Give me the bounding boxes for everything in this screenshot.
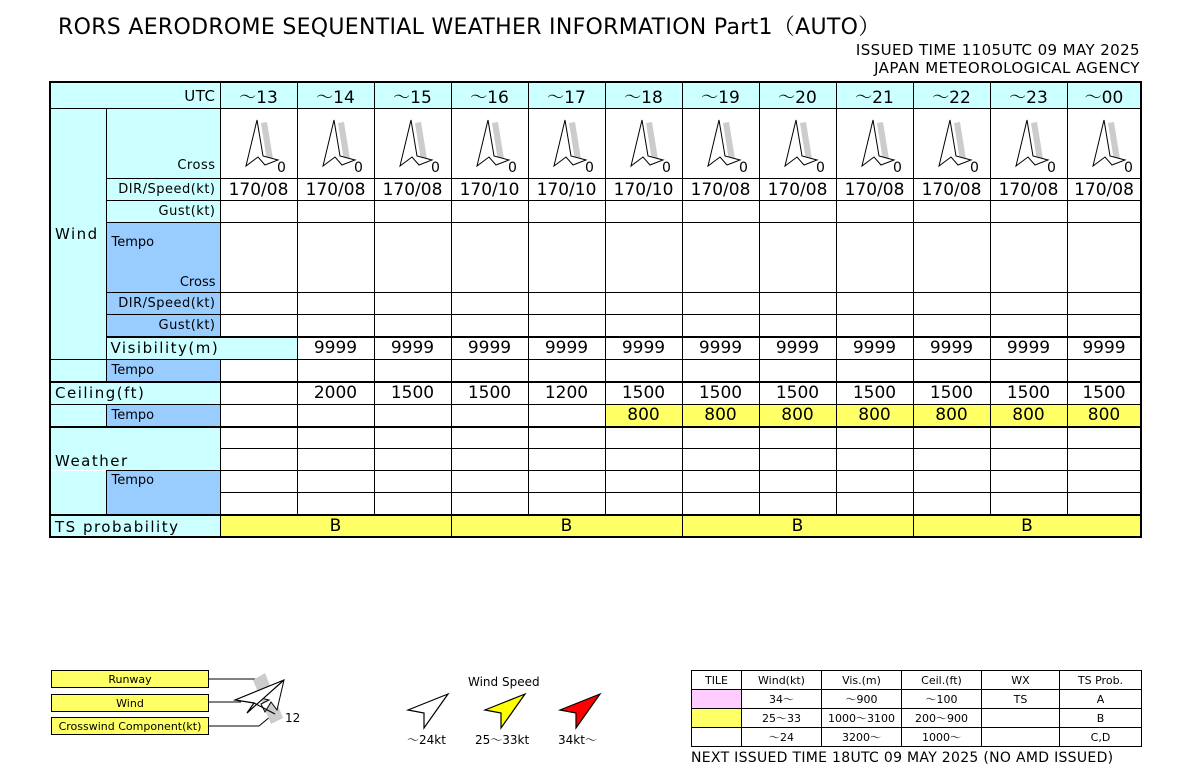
dir-speed-cell: 170/08 bbox=[297, 179, 374, 201]
wind-arrow-red-icon bbox=[557, 692, 607, 730]
weather-tempo-cell bbox=[836, 493, 913, 515]
tile-header: Vis.(m) bbox=[822, 671, 902, 690]
cross-cell bbox=[990, 109, 1067, 179]
hour-header: ～21 bbox=[836, 82, 913, 109]
wind-arrow-icon bbox=[683, 109, 760, 179]
crosswind-value: 0 bbox=[353, 160, 363, 176]
tile-header: Ceil.(ft) bbox=[902, 671, 982, 690]
utc-header-row bbox=[50, 82, 1141, 109]
weather-tempo-cell bbox=[220, 493, 297, 515]
ceiling-cell: 1500 bbox=[451, 382, 528, 405]
ts-prob-cell: B bbox=[913, 515, 1141, 537]
ceiling-cell bbox=[220, 382, 297, 405]
visibility-cell: 9999 bbox=[990, 337, 1067, 360]
tempo-gust-cell bbox=[297, 315, 374, 337]
ts-prob-cell: B bbox=[682, 515, 913, 537]
tempo-cross-cell bbox=[759, 223, 836, 293]
hour-header: ～17 bbox=[528, 82, 605, 109]
weather-tempo-cell bbox=[682, 493, 759, 515]
weather-tempo-label: Tempo bbox=[106, 471, 220, 515]
ceiling-label: Ceiling(ft) bbox=[50, 382, 220, 405]
gust-row bbox=[50, 201, 1141, 223]
legend-diagram-icon bbox=[209, 668, 319, 740]
weather-table bbox=[49, 81, 1142, 538]
tempo-gust-cell bbox=[451, 315, 528, 337]
tile-swatch-pink bbox=[692, 690, 742, 709]
crosswind-value: 0 bbox=[892, 160, 902, 176]
visibility-cell: 9999 bbox=[1067, 337, 1141, 360]
tempo-dir-cell bbox=[1067, 293, 1141, 315]
weather-label: Weather bbox=[50, 427, 220, 471]
ts-probability-row bbox=[50, 515, 1141, 537]
dir-speed-row bbox=[50, 179, 1141, 201]
tile-cell: ～24 bbox=[742, 728, 822, 747]
gust-cell bbox=[913, 201, 990, 223]
crosswind-value: 0 bbox=[738, 160, 748, 176]
ceiling-cell: 1500 bbox=[759, 382, 836, 405]
weather-tempo-cell bbox=[759, 471, 836, 493]
cross-cell bbox=[682, 109, 759, 179]
visibility-tempo-label: Tempo bbox=[106, 360, 220, 382]
visibility-cell: 9999 bbox=[605, 337, 682, 360]
visibility-cell: 9999 bbox=[297, 337, 374, 360]
tempo-dir-cell bbox=[990, 293, 1067, 315]
weather-tempo-cell bbox=[990, 493, 1067, 515]
gust-cell bbox=[374, 201, 451, 223]
ceiling-cell: 2000 bbox=[297, 382, 374, 405]
speed-low-label: ～24kt bbox=[407, 733, 446, 747]
crosswind-value: 0 bbox=[584, 160, 594, 176]
tempo-cross-cell bbox=[682, 223, 759, 293]
tempo-dir-cell bbox=[528, 293, 605, 315]
dir-speed-cell: 170/08 bbox=[836, 179, 913, 201]
vis-tempo-cell bbox=[990, 360, 1067, 382]
issued-time: ISSUED TIME 1105UTC 09 MAY 2025 bbox=[855, 41, 1140, 59]
tempo-gust-cell bbox=[836, 315, 913, 337]
ceiling-tempo-row bbox=[50, 405, 1141, 427]
gust-cell bbox=[220, 201, 297, 223]
tile-header: WX bbox=[982, 671, 1060, 690]
vis-tempo-cell bbox=[374, 360, 451, 382]
gust-cell bbox=[528, 201, 605, 223]
legend-runway: Runway bbox=[51, 670, 209, 688]
ceiling-cell: 1500 bbox=[913, 382, 990, 405]
tile-row bbox=[692, 690, 1142, 709]
hour-header: ～18 bbox=[605, 82, 682, 109]
crosswind-value: 0 bbox=[1123, 160, 1133, 176]
tempo-dir-cell bbox=[374, 293, 451, 315]
tile-swatch-yellow bbox=[692, 709, 742, 728]
weather-tempo-row-1 bbox=[50, 471, 1141, 493]
ts-prob-cell: B bbox=[220, 515, 451, 537]
wind-speed-title: Wind Speed bbox=[468, 675, 540, 689]
weather-tempo-cell bbox=[1067, 493, 1141, 515]
visibility-cell: 9999 bbox=[682, 337, 759, 360]
ceil-tempo-cell: 800 bbox=[1067, 405, 1141, 427]
gust-cell bbox=[682, 201, 759, 223]
vis-tempo-cell bbox=[1067, 360, 1141, 382]
dir-speed-label: DIR/Speed(kt) bbox=[106, 179, 220, 201]
wind-arrow-icon bbox=[760, 109, 837, 179]
tile-header: Wind(kt) bbox=[742, 671, 822, 690]
wind-arrow-icon bbox=[375, 109, 452, 179]
gust-cell bbox=[451, 201, 528, 223]
tile-cell: 1000～3100 bbox=[822, 709, 902, 728]
speed-high-label: 34kt～ bbox=[558, 733, 597, 747]
tempo-cross-label bbox=[106, 223, 220, 293]
tempo-cross-cell bbox=[220, 223, 297, 293]
weather-cell bbox=[605, 449, 682, 471]
weather-cell bbox=[836, 449, 913, 471]
cross-cell bbox=[451, 109, 528, 179]
ceil-tempo-cell: 800 bbox=[605, 405, 682, 427]
tile-header-row bbox=[692, 671, 1142, 690]
weather-cell bbox=[1067, 449, 1141, 471]
tempo-dir-cell bbox=[682, 293, 759, 315]
tempo-dir-cell bbox=[220, 293, 297, 315]
weather-tempo-cell bbox=[374, 471, 451, 493]
wind-arrow-icon bbox=[221, 109, 298, 179]
ceil-tempo-cell bbox=[528, 405, 605, 427]
tile-legend-table bbox=[691, 670, 1142, 747]
dir-speed-cell: 170/08 bbox=[913, 179, 990, 201]
weather-tempo-spacer bbox=[50, 471, 106, 515]
cross-cell bbox=[913, 109, 990, 179]
ceil-tempo-cell bbox=[374, 405, 451, 427]
ceil-tempo-cell bbox=[220, 405, 297, 427]
crosswind-value: 0 bbox=[507, 160, 517, 176]
ceiling-cell: 1500 bbox=[605, 382, 682, 405]
cross-row bbox=[50, 109, 1141, 179]
ceiling-cell: 1200 bbox=[528, 382, 605, 405]
hour-header: ～19 bbox=[682, 82, 759, 109]
legend-wind: Wind bbox=[51, 694, 209, 712]
tile-cell: TS bbox=[982, 690, 1060, 709]
legend-crosswind: Crosswind Component(kt) bbox=[51, 717, 209, 735]
weather-row-1 bbox=[50, 427, 1141, 449]
crosswind-value: 0 bbox=[276, 160, 286, 176]
tile-cell: ～100 bbox=[902, 690, 982, 709]
wind-label: Wind bbox=[50, 109, 106, 360]
tile-cell: ～900 bbox=[822, 690, 902, 709]
tempo-cross-cell bbox=[451, 223, 528, 293]
page-title: RORS AERODROME SEQUENTIAL WEATHER INFORMATION Part1（AUTO） bbox=[58, 15, 881, 40]
speed-mid-label: 25～33kt bbox=[475, 733, 530, 747]
hour-header: ～23 bbox=[990, 82, 1067, 109]
tile-cell: 34～ bbox=[742, 690, 822, 709]
weather-tempo-cell bbox=[297, 471, 374, 493]
weather-tempo-cell bbox=[836, 471, 913, 493]
gust-cell bbox=[990, 201, 1067, 223]
ceiling-cell: 1500 bbox=[836, 382, 913, 405]
tempo-gust-row bbox=[50, 315, 1141, 337]
weather-cell bbox=[528, 449, 605, 471]
tile-cell: 25～33 bbox=[742, 709, 822, 728]
tempo-gust-cell bbox=[913, 315, 990, 337]
vis-tempo-cell bbox=[451, 360, 528, 382]
weather-cell bbox=[759, 449, 836, 471]
vis-tempo-cell bbox=[605, 360, 682, 382]
tempo-gust-cell bbox=[759, 315, 836, 337]
hour-header: ～20 bbox=[759, 82, 836, 109]
weather-cell bbox=[374, 449, 451, 471]
weather-cell bbox=[374, 427, 451, 449]
tempo-gust-cell bbox=[990, 315, 1067, 337]
wind-arrow-icon bbox=[298, 109, 375, 179]
next-issued-time: NEXT ISSUED TIME 18UTC 09 MAY 2025 (NO AMD ISSUED) bbox=[691, 750, 1114, 766]
ceil-tempo-cell: 800 bbox=[682, 405, 759, 427]
tempo-cross-cell bbox=[528, 223, 605, 293]
dir-speed-cell: 170/10 bbox=[528, 179, 605, 201]
tempo-gust-cell bbox=[374, 315, 451, 337]
cross-label: Cross bbox=[106, 109, 220, 179]
dir-speed-cell: 170/08 bbox=[220, 179, 297, 201]
cross-cell bbox=[605, 109, 682, 179]
gust-cell bbox=[1067, 201, 1141, 223]
vis-tempo-cell bbox=[759, 360, 836, 382]
hour-header: ～22 bbox=[913, 82, 990, 109]
tempo-cross-cell bbox=[1067, 223, 1141, 293]
hour-header: ～16 bbox=[451, 82, 528, 109]
tempo-gust-cell bbox=[605, 315, 682, 337]
weather-cell bbox=[913, 449, 990, 471]
vis-tempo-cell bbox=[836, 360, 913, 382]
ceiling-cell: 1500 bbox=[1067, 382, 1141, 405]
weather-tempo-cell bbox=[297, 493, 374, 515]
cross-cell bbox=[759, 109, 836, 179]
wind-arrow-icon bbox=[529, 109, 606, 179]
cross-label: Cross bbox=[179, 275, 216, 290]
visibility-cell: 9999 bbox=[374, 337, 451, 360]
tile-swatch-none bbox=[692, 728, 742, 747]
weather-tempo-cell bbox=[913, 471, 990, 493]
weather-cell bbox=[528, 427, 605, 449]
visibility-tempo-spacer bbox=[50, 360, 106, 382]
weather-cell bbox=[605, 427, 682, 449]
tile-row bbox=[692, 709, 1142, 728]
ceiling-tempo-label: Tempo bbox=[106, 405, 220, 427]
wind-arrow-white-icon bbox=[405, 692, 455, 730]
weather-cell bbox=[682, 427, 759, 449]
weather-cell bbox=[1067, 427, 1141, 449]
weather-cell bbox=[990, 449, 1067, 471]
weather-tempo-cell bbox=[605, 493, 682, 515]
weather-tempo-cell bbox=[759, 493, 836, 515]
tempo-dir-row bbox=[50, 293, 1141, 315]
tile-cell: 200～900 bbox=[902, 709, 982, 728]
tile-cell: 3200～ bbox=[822, 728, 902, 747]
issue-info bbox=[856, 41, 1140, 77]
cross-cell bbox=[374, 109, 451, 179]
dir-speed-cell: 170/10 bbox=[451, 179, 528, 201]
vis-tempo-cell bbox=[297, 360, 374, 382]
tile-cell: B bbox=[1060, 709, 1142, 728]
tempo-dir-speed-label: DIR/Speed(kt) bbox=[106, 293, 220, 315]
ceiling-cell: 1500 bbox=[682, 382, 759, 405]
ceil-tempo-cell: 800 bbox=[913, 405, 990, 427]
visibility-cell: 9999 bbox=[836, 337, 913, 360]
wind-arrow-icon bbox=[991, 109, 1068, 179]
weather-tempo-cell bbox=[220, 471, 297, 493]
utc-label: UTC bbox=[50, 82, 220, 109]
weather-cell bbox=[836, 427, 913, 449]
weather-cell bbox=[220, 427, 297, 449]
tempo-gust-cell bbox=[682, 315, 759, 337]
weather-cell bbox=[759, 427, 836, 449]
weather-cell bbox=[451, 449, 528, 471]
weather-tempo-cell bbox=[374, 493, 451, 515]
weather-tempo-cell bbox=[451, 471, 528, 493]
wind-arrow-icon bbox=[452, 109, 529, 179]
tempo-label: Tempo bbox=[111, 235, 155, 250]
vis-tempo-cell bbox=[913, 360, 990, 382]
ceil-tempo-cell: 800 bbox=[836, 405, 913, 427]
wind-arrow-yellow-icon bbox=[482, 692, 532, 730]
dir-speed-cell: 170/08 bbox=[759, 179, 836, 201]
tempo-cross-cell bbox=[297, 223, 374, 293]
ceiling-row bbox=[50, 382, 1141, 405]
tile-row bbox=[692, 728, 1142, 747]
crosswind-value: 0 bbox=[815, 160, 825, 176]
cross-cell bbox=[1067, 109, 1141, 179]
weather-tempo-cell bbox=[605, 471, 682, 493]
weather-tempo-cell bbox=[528, 493, 605, 515]
ceil-tempo-cell: 800 bbox=[759, 405, 836, 427]
legend-example-value: 12 bbox=[285, 711, 301, 725]
dir-speed-cell: 170/08 bbox=[374, 179, 451, 201]
ceil-tempo-cell bbox=[451, 405, 528, 427]
tempo-gust-cell bbox=[220, 315, 297, 337]
ceiling-cell: 1500 bbox=[374, 382, 451, 405]
tempo-dir-cell bbox=[297, 293, 374, 315]
cross-cell bbox=[836, 109, 913, 179]
dir-speed-cell: 170/08 bbox=[1067, 179, 1141, 201]
tile-cell: 1000～ bbox=[902, 728, 982, 747]
dir-speed-cell: 170/08 bbox=[990, 179, 1067, 201]
ts-prob-cell: B bbox=[451, 515, 682, 537]
tempo-gust-cell bbox=[528, 315, 605, 337]
tile-cell: C,D bbox=[1060, 728, 1142, 747]
gust-label: Gust(kt) bbox=[106, 201, 220, 223]
tempo-gust-cell bbox=[1067, 315, 1141, 337]
tempo-cross-cell bbox=[374, 223, 451, 293]
visibility-cell: 9999 bbox=[528, 337, 605, 360]
tempo-cross-row bbox=[50, 223, 1141, 293]
weather-cell bbox=[913, 427, 990, 449]
gust-cell bbox=[759, 201, 836, 223]
visibility-cell: 9999 bbox=[913, 337, 990, 360]
weather-cell bbox=[297, 449, 374, 471]
weather-tempo-cell bbox=[990, 471, 1067, 493]
hour-header: ～15 bbox=[374, 82, 451, 109]
visibility-cell: 9999 bbox=[451, 337, 528, 360]
weather-cell bbox=[297, 427, 374, 449]
tempo-cross-cell bbox=[605, 223, 682, 293]
cross-cell bbox=[220, 109, 297, 179]
tempo-cross-cell bbox=[836, 223, 913, 293]
tempo-dir-cell bbox=[605, 293, 682, 315]
weather-tempo-cell bbox=[913, 493, 990, 515]
weather-cell bbox=[682, 449, 759, 471]
weather-cell bbox=[990, 427, 1067, 449]
crosswind-value: 0 bbox=[969, 160, 979, 176]
wind-arrow-icon bbox=[606, 109, 683, 179]
cross-cell bbox=[528, 109, 605, 179]
tempo-gust-label: Gust(kt) bbox=[106, 315, 220, 337]
weather-cell bbox=[220, 449, 297, 471]
crosswind-value: 0 bbox=[661, 160, 671, 176]
visibility-tempo-row bbox=[50, 360, 1141, 382]
visibility-row bbox=[50, 337, 1141, 360]
tile-cell bbox=[982, 728, 1060, 747]
agency-name: JAPAN METEOROLOGICAL AGENCY bbox=[874, 59, 1140, 77]
visibility-label: Visibility(m) bbox=[106, 337, 297, 360]
ceiling-tempo-spacer bbox=[50, 405, 106, 427]
hour-header: ～13 bbox=[220, 82, 297, 109]
hour-header: ～14 bbox=[297, 82, 374, 109]
tempo-dir-cell bbox=[451, 293, 528, 315]
crosswind-value: 0 bbox=[430, 160, 440, 176]
ceil-tempo-cell: 800 bbox=[990, 405, 1067, 427]
vis-tempo-cell bbox=[682, 360, 759, 382]
wind-arrow-icon bbox=[837, 109, 914, 179]
weather-cell bbox=[451, 427, 528, 449]
tile-header: TS Prob. bbox=[1060, 671, 1142, 690]
tempo-cross-cell bbox=[990, 223, 1067, 293]
tile-header: TILE bbox=[692, 671, 742, 690]
ceil-tempo-cell bbox=[297, 405, 374, 427]
crosswind-value: 0 bbox=[1046, 160, 1056, 176]
tile-cell bbox=[982, 709, 1060, 728]
weather-tempo-cell bbox=[682, 471, 759, 493]
gust-cell bbox=[605, 201, 682, 223]
cross-cell bbox=[297, 109, 374, 179]
gust-cell bbox=[297, 201, 374, 223]
hour-header: ～00 bbox=[1067, 82, 1141, 109]
tile-cell: A bbox=[1060, 690, 1142, 709]
weather-tempo-cell bbox=[1067, 471, 1141, 493]
vis-tempo-cell bbox=[220, 360, 297, 382]
tempo-dir-cell bbox=[913, 293, 990, 315]
tempo-dir-cell bbox=[759, 293, 836, 315]
ts-probability-label: TS probability bbox=[50, 515, 220, 537]
vis-tempo-cell bbox=[528, 360, 605, 382]
tempo-dir-cell bbox=[836, 293, 913, 315]
wind-arrow-icon bbox=[1068, 109, 1142, 179]
tempo-cross-cell bbox=[913, 223, 990, 293]
weather-tempo-cell bbox=[451, 493, 528, 515]
gust-cell bbox=[836, 201, 913, 223]
ceiling-cell: 1500 bbox=[990, 382, 1067, 405]
wind-arrow-icon bbox=[914, 109, 991, 179]
dir-speed-cell: 170/10 bbox=[605, 179, 682, 201]
visibility-cell: 9999 bbox=[759, 337, 836, 360]
weather-tempo-cell bbox=[528, 471, 605, 493]
dir-speed-cell: 170/08 bbox=[682, 179, 759, 201]
